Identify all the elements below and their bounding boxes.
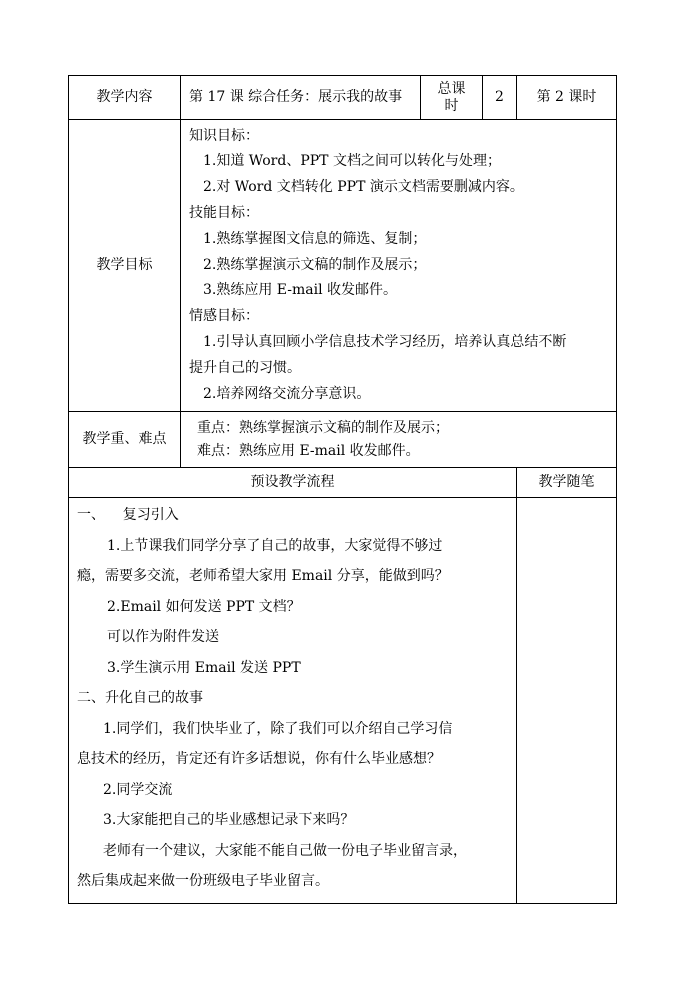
keypoints-label: 教学重、难点	[69, 412, 181, 468]
goal-line: 1.熟练掌握图文信息的筛选、复制；	[203, 230, 427, 247]
flow-line: 3.学生演示用 Email 发送 PPT	[107, 659, 301, 676]
objectives-label: 教学目标	[69, 120, 181, 412]
flow-line: 息技术的经历，肯定还有许多话想说，你有什么毕业感想？	[77, 751, 441, 767]
notes-heading: 教学随笔	[517, 468, 617, 498]
flow-line: 3.大家能把自己的毕业感想记录下来吗？	[103, 812, 355, 828]
flow-heading-row	[69, 468, 617, 498]
goal-line: 1.知道 Word、PPT 文档之间可以转化与处理；	[203, 153, 501, 170]
goal-line: 2.培养网络交流分享意识。	[203, 385, 371, 402]
flow-line: 1.同学们，我们快毕业了，除了我们可以介绍自己学习信	[103, 720, 453, 737]
lesson-plan-table	[68, 75, 617, 904]
total-value: 2	[483, 76, 517, 120]
flow-line: 老师有一个建议，大家能不能自己做一份电子毕业留言录，	[103, 842, 467, 859]
notes-cell	[517, 498, 617, 904]
difficulty-point: 难点：熟练应用 E-mail 收发邮件。	[197, 442, 420, 459]
goal-line: 2.熟练掌握演示文稿的制作及展示；	[203, 256, 427, 273]
goal-line: 2.对 Word 文档转化 PPT 演示文档需要删减内容。	[203, 179, 524, 196]
keypoints-row	[69, 412, 617, 468]
goal-line: 提升自己的习惯。	[189, 359, 301, 376]
key-point: 重点：熟练掌握演示文稿的制作及展示；	[197, 419, 449, 436]
content-label: 教学内容	[69, 76, 181, 120]
flow-line: 2.Email 如何发送 PPT 文档？	[107, 598, 301, 615]
flow-line: 1.上节课我们同学分享了自己的故事，大家觉得不够过	[107, 537, 443, 554]
goal-line: 1.引导认真回顾小学信息技术学习经历，培养认真总结不断	[203, 333, 567, 350]
flow-line: 瘾，需要多交流，老师希望大家用 Email 分享，能做到吗？	[77, 568, 449, 584]
lesson-title: 第 17 课 综合任务：展示我的故事	[181, 76, 421, 120]
flow-line: 2.同学交流	[103, 781, 173, 798]
flow-row	[69, 498, 617, 904]
objectives-row	[69, 120, 617, 412]
total-label: 总课时	[421, 76, 483, 120]
flow-heading: 预设教学流程	[69, 468, 517, 498]
goal-line: 3.熟练应用 E-mail 收发邮件。	[203, 282, 398, 299]
objectives-cell	[181, 120, 617, 412]
header-row	[69, 76, 617, 120]
goal-line: 技能目标：	[189, 205, 259, 221]
flow-line: 然后集成起来做一份班级电子毕业留言。	[77, 873, 329, 889]
flow-line: 可以作为附件发送	[107, 629, 219, 645]
keypoints-cell	[181, 412, 617, 468]
goal-line: 情感目标：	[189, 308, 259, 325]
goal-line: 知识目标：	[189, 127, 259, 144]
flow-cell	[69, 498, 517, 904]
flow-line: 一、 复习引入	[77, 507, 179, 523]
period: 第 2 课时	[517, 76, 617, 120]
flow-line: 二、升化自己的故事	[77, 690, 203, 706]
